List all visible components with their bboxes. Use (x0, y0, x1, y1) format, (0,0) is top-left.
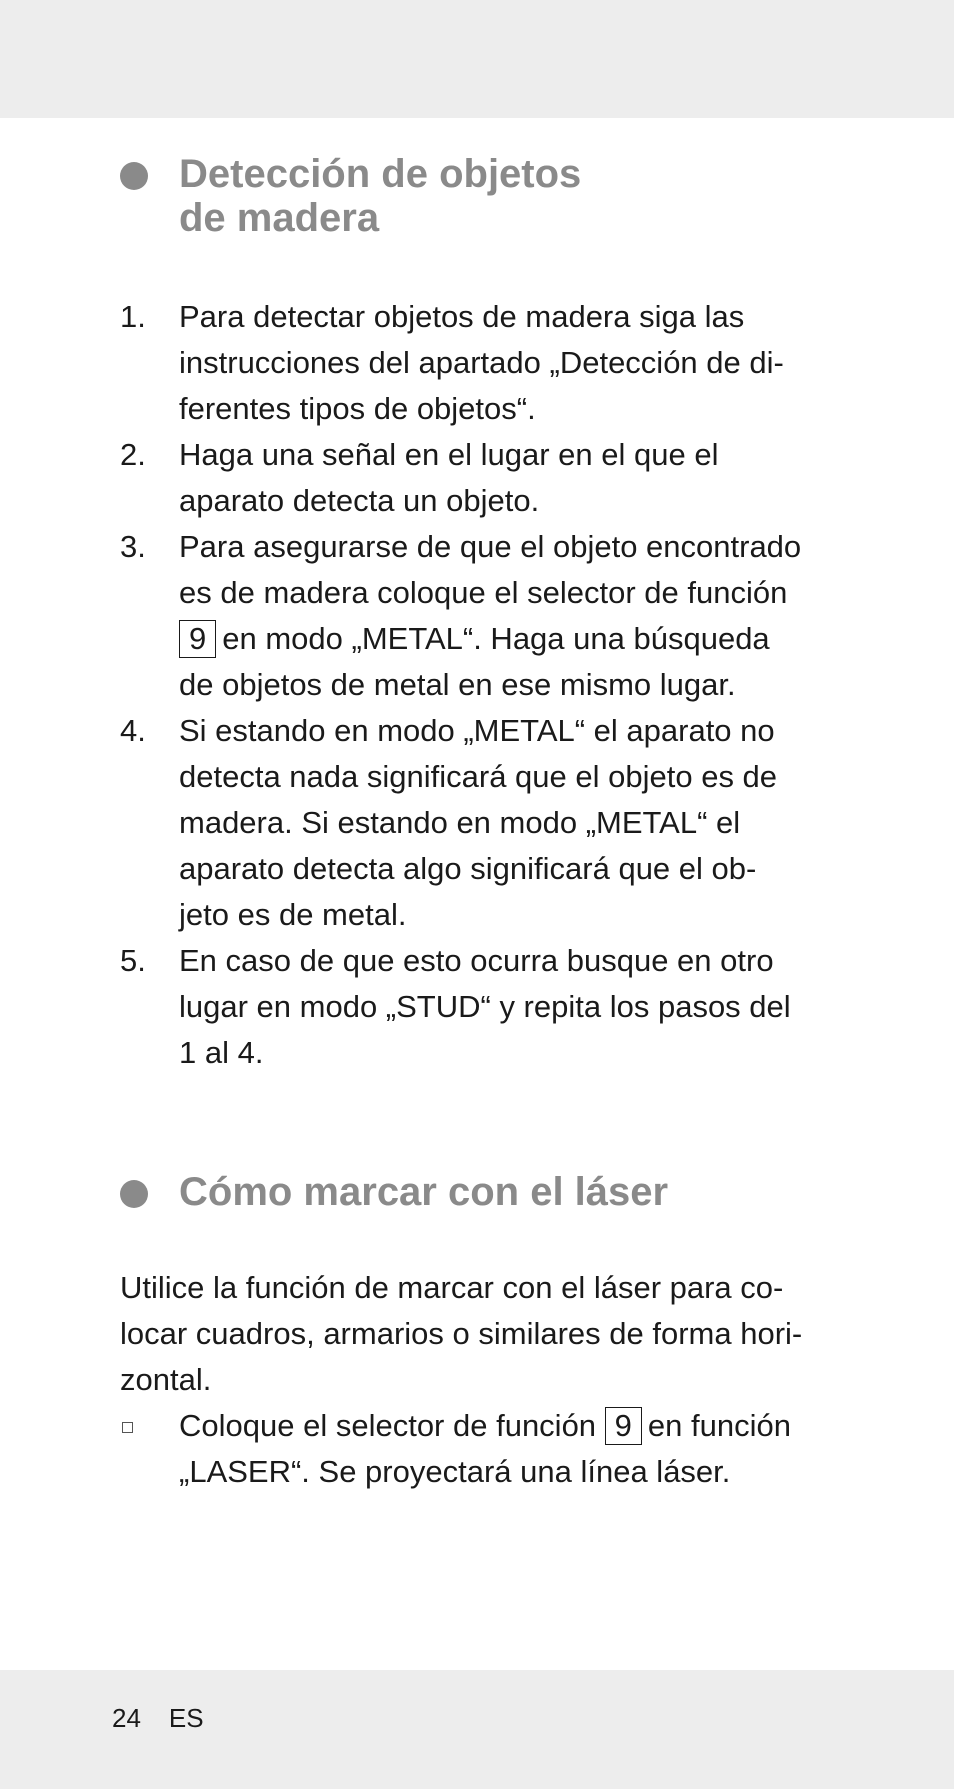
intro-paragraph (120, 1265, 840, 1403)
step-line: Para asegurarse de que el objeto encontrado (179, 529, 802, 564)
step-line: instrucciones del apartado „Detección de di- (179, 345, 784, 380)
steps-list (120, 294, 840, 1076)
step-line: aparato detecta algo significará que el ob- (179, 851, 757, 886)
paragraph-line: locar cuadros, armarios o similares de forma hori- (120, 1316, 803, 1351)
step-line: jeto es de metal. (179, 897, 407, 932)
step-line: Para detectar objetos de madera siga las (179, 299, 745, 334)
language-code: ES (168, 1703, 204, 1733)
step-number: 4. (120, 713, 146, 748)
step-number: 1. (120, 299, 146, 334)
step-line (179, 616, 840, 662)
list-item (120, 708, 840, 938)
bullet-text: en función (647, 1408, 791, 1443)
paragraph-line: zontal. (120, 1362, 212, 1397)
step-line: ferentes tipos de objetos“. (179, 391, 536, 426)
list-item (120, 524, 840, 708)
heading-bullet-icon (120, 1180, 148, 1208)
section-heading-laser-marking (120, 1170, 920, 1220)
step-number: 3. (120, 529, 146, 564)
step-line: Haga una señal en el lugar en el que el (179, 437, 719, 472)
page-number: 24 (112, 1703, 141, 1733)
bullet-text: Coloque el selector de función (179, 1408, 597, 1443)
step-line: detecta nada significará que el objeto es de (179, 759, 778, 794)
list-item (120, 432, 840, 524)
page-footer (112, 1700, 232, 1736)
paragraph-line: Utilice la función de marcar con el láser para co- (120, 1270, 784, 1305)
header-band (0, 0, 954, 118)
step-line: es de madera coloque el selector de función (179, 575, 788, 610)
step-line: 1 al 4. (179, 1035, 264, 1070)
list-item (120, 294, 840, 432)
step-line: madera. Si estando en modo „METAL“ el (179, 805, 741, 840)
step-line: lugar en modo „STUD“ y repita los pasos del (179, 989, 791, 1024)
step-line: En caso de que esto ocurra busque en otro (179, 943, 774, 978)
square-bullet-icon (122, 1422, 133, 1433)
step-line: de objetos de metal en ese mismo lugar. (179, 667, 736, 702)
bullet-line: „LASER“. Se proyectará una línea láser. (179, 1454, 731, 1489)
step-line: aparato detecta un objeto. (179, 483, 540, 518)
step-number: 2. (120, 437, 146, 472)
bullet-line (179, 1403, 840, 1449)
reference-number-box: 9 (179, 620, 216, 658)
section-heading-wood-detection (120, 152, 920, 248)
step-line: Si estando en modo „METAL“ el aparato no (179, 713, 775, 748)
step-number: 5. (120, 943, 146, 978)
instruction-bullet (120, 1403, 840, 1495)
heading-text: Detección de objetos de madera (179, 152, 582, 240)
list-item (120, 938, 840, 1076)
heading-text: Cómo marcar con el láser (179, 1170, 669, 1214)
heading-bullet-icon (120, 162, 148, 190)
reference-number-box: 9 (605, 1407, 642, 1445)
step-line-text: en modo „METAL“. Haga una búsqueda (222, 621, 770, 656)
